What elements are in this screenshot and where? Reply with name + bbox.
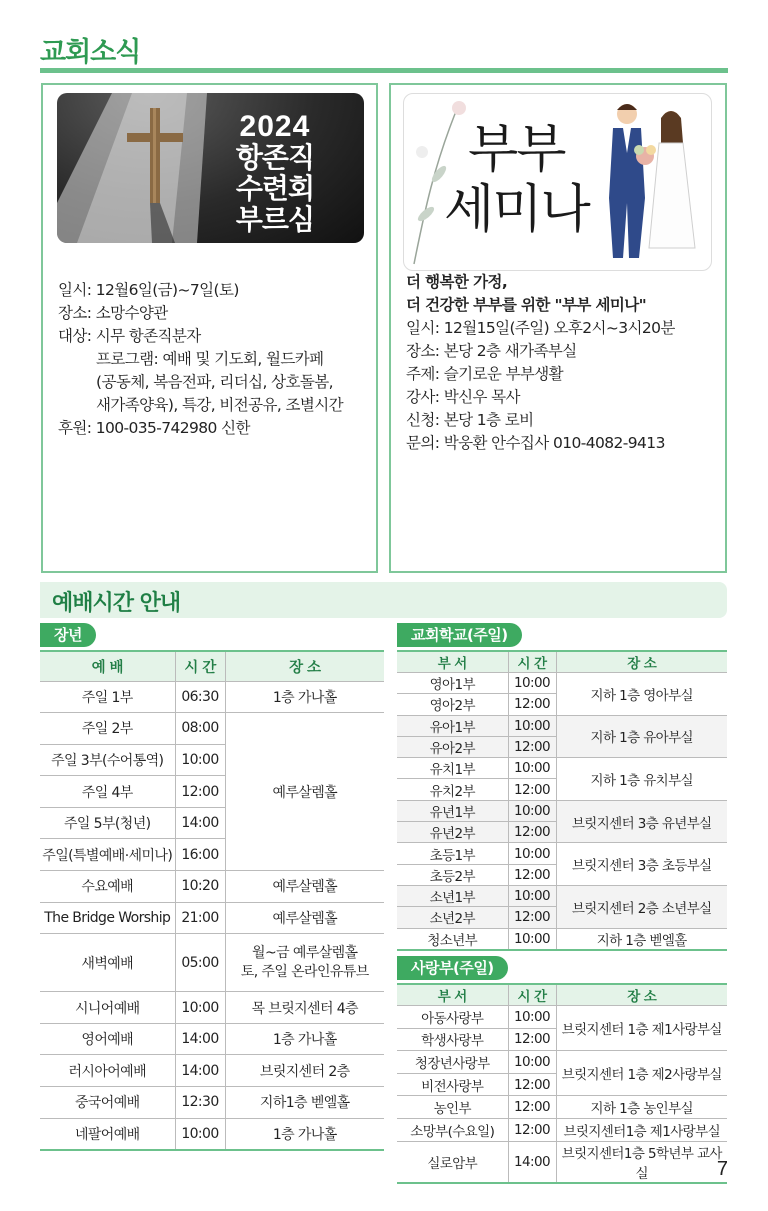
department-place: 지하 1층 벧엘홀 xyxy=(556,928,727,950)
school-label: 교회학교(주일) xyxy=(397,623,522,647)
department-time: 10:00 xyxy=(508,885,556,906)
service-place: 지하1층 벧엘홀 xyxy=(225,1087,384,1119)
service-name: 네팔어예배 xyxy=(40,1118,175,1150)
service-time: 10:20 xyxy=(175,871,225,903)
department-name: 유아2부 xyxy=(397,736,508,757)
couple-illustration xyxy=(599,98,699,268)
department-name: 소망부(수요일) xyxy=(397,1118,508,1141)
table-row xyxy=(397,1006,727,1029)
table-row xyxy=(397,843,727,864)
service-time: 12:00 xyxy=(175,776,225,808)
column-header: 장 소 xyxy=(225,651,384,681)
seminar-place: 장소: 본당 2층 새가족부실 xyxy=(406,342,577,360)
service-name: 주일 5부(청년) xyxy=(40,807,175,839)
service-name: 주일 1부 xyxy=(40,681,175,713)
retreat-place: 장소: 소망수양관 xyxy=(58,304,168,322)
seminar-contact: 문의: 박웅환 안수집사 010-4082-9413 xyxy=(406,434,665,452)
department-name: 초등2부 xyxy=(397,864,508,885)
column-header: 장 소 xyxy=(556,984,727,1006)
service-time: 21:00 xyxy=(175,902,225,934)
column-header: 부 서 xyxy=(397,651,508,673)
seminar-image-title: 부부 세미나 xyxy=(444,120,589,240)
department-time: 12:00 xyxy=(508,1028,556,1051)
department-name: 영아2부 xyxy=(397,694,508,715)
column-header: 시 간 xyxy=(508,651,556,673)
service-time: 12:30 xyxy=(175,1087,225,1119)
department-time: 12:00 xyxy=(508,1096,556,1119)
service-name: 수요예배 xyxy=(40,871,175,903)
retreat-sponsor: 후원: 100-035-742980 신한 xyxy=(58,419,250,437)
service-name: 주일(특별예배·세미나) xyxy=(40,839,175,871)
department-name: 유년2부 xyxy=(397,822,508,843)
love-worship-table xyxy=(397,983,727,1184)
department-name: 영아1부 xyxy=(397,673,508,694)
table-row xyxy=(40,713,384,745)
service-name: 중국어예배 xyxy=(40,1087,175,1119)
retreat-date: 일시: 12월6일(금)~7일(토) xyxy=(58,281,239,299)
department-name: 소년2부 xyxy=(397,907,508,928)
seminar-headline: 더 행복한 가정, xyxy=(406,273,508,291)
service-place: 1층 가나홀 xyxy=(225,681,384,713)
department-name: 유치2부 xyxy=(397,779,508,800)
department-time: 10:00 xyxy=(508,715,556,736)
department-place: 브릿지센터 3층 초등부실 xyxy=(556,843,727,886)
service-name: 주일 2부 xyxy=(40,713,175,745)
service-time: 08:00 xyxy=(175,713,225,745)
department-name: 청소년부 xyxy=(397,928,508,950)
retreat-card xyxy=(41,83,378,573)
department-time: 12:00 xyxy=(508,779,556,800)
service-time: 10:00 xyxy=(175,1118,225,1150)
department-name: 청장년사랑부 xyxy=(397,1051,508,1074)
seminar-topic: 주제: 슬기로운 부부생활 xyxy=(406,365,564,383)
department-time: 10:00 xyxy=(508,1006,556,1029)
table-row xyxy=(40,1087,384,1119)
title-rule xyxy=(40,68,728,73)
department-time: 12:00 xyxy=(508,822,556,843)
service-name: 주일 4부 xyxy=(40,776,175,808)
service-time: 10:00 xyxy=(175,992,225,1024)
service-name: 시니어예배 xyxy=(40,992,175,1024)
retreat-info xyxy=(58,279,343,440)
table-row xyxy=(40,902,384,934)
department-time: 14:00 xyxy=(508,1141,556,1183)
department-name: 농인부 xyxy=(397,1096,508,1119)
department-place: 브릿지센터 1층 제2사랑부실 xyxy=(556,1051,727,1096)
worship-section-title: 예배시간 안내 xyxy=(52,591,181,616)
table-row xyxy=(397,800,727,821)
department-name: 실로암부 xyxy=(397,1141,508,1183)
department-time: 10:00 xyxy=(508,800,556,821)
table-row xyxy=(40,992,384,1024)
retreat-program: 프로그램: 예배 및 기도회, 월드카페 xyxy=(96,350,324,368)
retreat-program-detail: (공동체, 복음전파, 리더십, 상호돌봄, xyxy=(96,373,333,391)
table-row xyxy=(397,1051,727,1074)
department-name: 유년1부 xyxy=(397,800,508,821)
department-name: 소년1부 xyxy=(397,885,508,906)
department-time: 12:00 xyxy=(508,864,556,885)
service-name: 주일 3부(수어통역) xyxy=(40,744,175,776)
department-time: 10:00 xyxy=(508,928,556,950)
department-time: 12:00 xyxy=(508,694,556,715)
seminar-headline: 더 건강한 부부를 위한 "부부 세미나" xyxy=(406,296,647,314)
service-time: 16:00 xyxy=(175,839,225,871)
service-name: The Bridge Worship xyxy=(40,902,175,934)
service-place: 1층 가나홀 xyxy=(225,1118,384,1150)
service-time: 05:00 xyxy=(175,934,225,992)
road-cross-illustration xyxy=(57,93,364,243)
table-row xyxy=(397,1096,727,1119)
seminar-date: 일시: 12월15일(주일) 오후2시~3시20분 xyxy=(406,319,675,337)
seminar-image xyxy=(403,93,712,271)
table-header-row xyxy=(397,984,727,1006)
table-row xyxy=(397,758,727,779)
department-time: 12:00 xyxy=(508,1118,556,1141)
department-place: 브릿지센터1층 5학년부 교사실 xyxy=(556,1141,727,1183)
department-name: 유치1부 xyxy=(397,758,508,779)
department-place: 브릿지센터1층 제1사랑부실 xyxy=(556,1118,727,1141)
department-name: 초등1부 xyxy=(397,843,508,864)
department-place: 브릿지센터 3층 유년부실 xyxy=(556,800,727,843)
retreat-image xyxy=(57,93,364,243)
table-row xyxy=(397,885,727,906)
retreat-target: 대상: 시무 항존직분자 xyxy=(58,327,201,345)
seminar-speaker: 강사: 박신우 목사 xyxy=(406,388,520,406)
department-name: 아동사랑부 xyxy=(397,1006,508,1029)
department-time: 10:00 xyxy=(508,843,556,864)
department-place: 지하 1층 유아부실 xyxy=(556,715,727,758)
column-header: 시 간 xyxy=(508,984,556,1006)
department-time: 10:00 xyxy=(508,1051,556,1074)
service-place: 예루살렘홀 xyxy=(225,713,384,871)
department-time: 12:00 xyxy=(508,907,556,928)
department-place: 브릿지센터 2층 소년부실 xyxy=(556,885,727,928)
seminar-info xyxy=(406,271,675,455)
column-header: 부 서 xyxy=(397,984,508,1006)
department-place: 브릿지센터 1층 제1사랑부실 xyxy=(556,1006,727,1051)
service-place: 브릿지센터 2층 xyxy=(225,1055,384,1087)
table-row xyxy=(397,1141,727,1183)
table-row xyxy=(40,1023,384,1055)
table-row xyxy=(40,934,384,992)
column-header: 장 소 xyxy=(556,651,727,673)
table-row xyxy=(40,1118,384,1150)
department-time: 10:00 xyxy=(508,673,556,694)
seminar-card xyxy=(389,83,727,573)
service-place: 1층 가나홀 xyxy=(225,1023,384,1055)
adult-label: 장년 xyxy=(40,623,96,647)
department-time: 12:00 xyxy=(508,1073,556,1096)
worship-section-header xyxy=(40,582,727,618)
department-name: 유아1부 xyxy=(397,715,508,736)
service-name: 러시아어예배 xyxy=(40,1055,175,1087)
service-time: 14:00 xyxy=(175,1023,225,1055)
service-name: 영어예배 xyxy=(40,1023,175,1055)
page-number: 7 xyxy=(716,1158,728,1180)
column-header: 예 배 xyxy=(40,651,175,681)
service-place: 예루살렘홀 xyxy=(225,902,384,934)
retreat-program-detail: 새가족양육), 특강, 비전공유, 조별시간 xyxy=(96,396,344,414)
department-place: 지하 1층 농인부실 xyxy=(556,1096,727,1119)
service-place: 예루살렘홀 xyxy=(225,871,384,903)
adult-worship-table xyxy=(40,650,384,1151)
department-name: 비전사랑부 xyxy=(397,1073,508,1096)
department-name: 학생사랑부 xyxy=(397,1028,508,1051)
service-name: 새벽예배 xyxy=(40,934,175,992)
seminar-registration: 신청: 본당 1층 로비 xyxy=(406,411,534,429)
table-row xyxy=(40,871,384,903)
service-time: 10:00 xyxy=(175,744,225,776)
school-worship-table xyxy=(397,650,727,951)
column-header: 시 간 xyxy=(175,651,225,681)
department-place: 지하 1층 유치부실 xyxy=(556,758,727,801)
service-time: 06:30 xyxy=(175,681,225,713)
table-header-row xyxy=(397,651,727,673)
table-row xyxy=(397,928,727,950)
table-row xyxy=(40,1055,384,1087)
table-row xyxy=(397,715,727,736)
table-row xyxy=(397,1118,727,1141)
table-header-row xyxy=(40,651,384,681)
department-time: 12:00 xyxy=(508,736,556,757)
department-time: 10:00 xyxy=(508,758,556,779)
service-place: 목 브릿지센터 4층 xyxy=(225,992,384,1024)
department-place: 지하 1층 영아부실 xyxy=(556,673,727,716)
service-time: 14:00 xyxy=(175,1055,225,1087)
service-time: 14:00 xyxy=(175,807,225,839)
retreat-image-title: 2024 항존직 수련회 부르심 xyxy=(235,110,314,236)
page-title: 교회소식 xyxy=(40,37,141,68)
table-row xyxy=(40,681,384,713)
table-row xyxy=(397,673,727,694)
love-label: 사랑부(주일) xyxy=(397,956,508,980)
service-place: 월~금 예루살렘홀 토, 주일 온라인유튜브 xyxy=(225,934,384,992)
